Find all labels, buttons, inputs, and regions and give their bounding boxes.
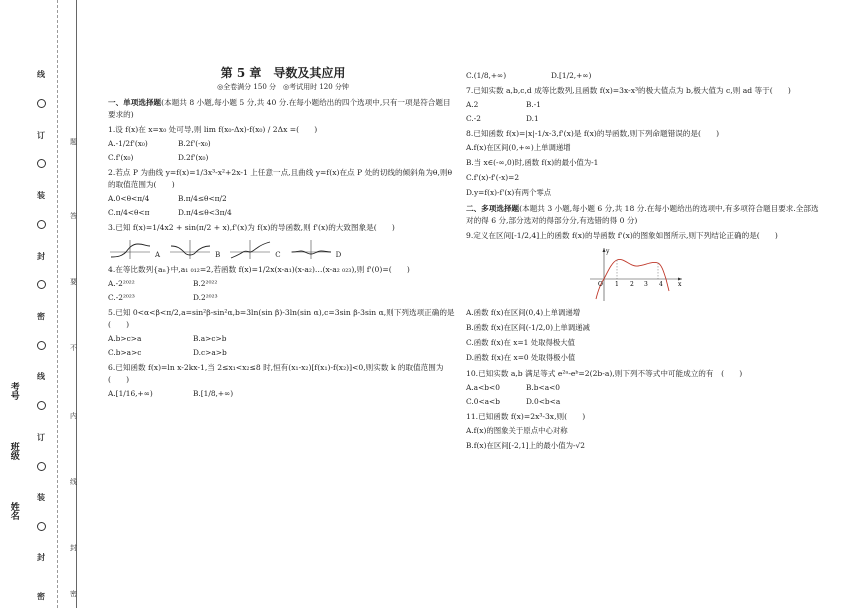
q9-figure bbox=[466, 245, 826, 306]
q11-option-b[interactable]: B.f(x)在区间[-2,1]上的最小值为-√2 bbox=[466, 441, 585, 451]
q3-option-d[interactable] bbox=[289, 238, 342, 260]
q6-option-a[interactable]: A.[1/16,+∞) bbox=[108, 389, 153, 399]
q3-option-b[interactable] bbox=[168, 238, 220, 260]
q5-option-d[interactable]: D.c>a>b bbox=[193, 347, 227, 357]
right-column bbox=[466, 68, 826, 456]
hint-char: 要 bbox=[70, 278, 77, 286]
question-9: 9.定义在区间[-1/2,4]上的函数 f(x)的导函数 f'(x)的图象如图所示,则下列结论正确的是( ) bbox=[466, 231, 778, 241]
question-1: 1.设 f(x)在 x=x₀ 处可导,则 lim f(x₀-Δx)-f(x₀) / 2Δx =( ) bbox=[108, 125, 318, 135]
q6-options-row2 bbox=[466, 71, 826, 81]
q5-option-a[interactable]: A.b>c>a bbox=[108, 333, 142, 343]
binding-char: 封 bbox=[37, 552, 45, 562]
q5-options-row1 bbox=[108, 334, 458, 344]
binding-circle bbox=[37, 159, 46, 168]
q1-option-a[interactable]: A.-1/2f'(x₀) bbox=[108, 139, 148, 149]
q5-option-c[interactable]: C.b>a>c bbox=[108, 347, 142, 357]
section-1-desc: (本题共 8 小题,每小题 5 分,共 40 分.在每小题给出的四个选项中,只有一项是符合题目要求的) bbox=[108, 97, 451, 119]
q4-option-b[interactable]: B.2²⁰²² bbox=[193, 278, 218, 288]
q3-option-a[interactable] bbox=[108, 238, 160, 260]
q10-option-d[interactable]: D.0<b<a bbox=[526, 397, 561, 407]
q6-option-d[interactable]: D.[1/2,+∞) bbox=[551, 71, 592, 80]
binding-line bbox=[76, 0, 77, 608]
question-8: 8.已知函数 f(x)=|x|-1/x-3,f'(x)是 f(x)的导函数,则下列命题错误的是( ) bbox=[466, 129, 720, 139]
q8-option-b[interactable]: B.当 x∈(-∞,0)时,函数 f(x)的最小值为-1 bbox=[466, 158, 599, 168]
q10-options-row2 bbox=[466, 397, 826, 407]
fold-line bbox=[57, 0, 58, 608]
section-1-header bbox=[108, 97, 458, 121]
q9-label-1: 1 bbox=[615, 280, 619, 288]
binding-circle bbox=[37, 462, 46, 471]
hint-char: 答 bbox=[70, 212, 77, 220]
q3-graph-c bbox=[228, 238, 272, 260]
binding-char: 线 bbox=[37, 371, 45, 381]
question-6: 6.已知函数 f(x)=ln x-2kx-1,当 2≤x₁<x₂≤8 时,恒有(x₁-x₂)[f(x₁)-f(x₂)]<0,则实数 k 的取值范围为( ) bbox=[108, 362, 444, 385]
q9-option-d[interactable]: D.函数 f(x)在 x=0 处取得极小值 bbox=[466, 353, 576, 363]
class-field[interactable]: 班级 bbox=[8, 442, 19, 460]
hint-char: 封 bbox=[70, 544, 77, 552]
question-5: 5.已知 0<α<β<π/2,a=sin²β-sin²α,b=3ln(sin β)-3ln(sin α),c=3sin β-3sin α,则下列选项正确的是( ) bbox=[108, 307, 455, 329]
q1-option-c[interactable]: C.f'(x₀) bbox=[108, 153, 134, 163]
q1-option-b[interactable]: B.2f'(-x₀) bbox=[178, 139, 211, 149]
q9-option-a[interactable]: A.函数 f(x)在区间(0,4)上单调递增 bbox=[466, 308, 581, 318]
hint-char: 题 bbox=[70, 138, 77, 146]
q8-option-c[interactable]: C.f'(x)-f'(-x)=2 bbox=[466, 173, 520, 183]
binding-circle bbox=[37, 280, 46, 289]
binding-circle bbox=[37, 99, 46, 108]
exam-meta: ◎全卷满分 150 分 ◎考试用时 120 分钟 bbox=[217, 83, 349, 92]
q2-option-d[interactable]: D.π/4≤θ<3π/4 bbox=[178, 208, 232, 218]
q2-option-b[interactable]: B.π/4≤θ<π/2 bbox=[178, 194, 227, 204]
q3-graph-d bbox=[289, 238, 333, 260]
binding-margin bbox=[0, 0, 98, 608]
q2-option-a[interactable]: A.0<θ<π/4 bbox=[108, 194, 150, 204]
q3-graph-b bbox=[168, 238, 212, 260]
q1-option-d[interactable]: D.2f'(x₀) bbox=[178, 153, 209, 163]
q4-options-row2 bbox=[108, 293, 458, 303]
q2-options-row1 bbox=[108, 194, 458, 204]
hint-char: 密 bbox=[70, 590, 77, 598]
q8-option-a[interactable]: A.f(x)在区间(0,+∞)上单调递增 bbox=[466, 143, 571, 153]
q7-option-a[interactable]: A.2 bbox=[466, 100, 479, 110]
hint-char: 内 bbox=[70, 412, 77, 420]
q7-option-d[interactable]: D.1 bbox=[526, 114, 539, 124]
section-2-desc: (本题共 3 小题,每小题 6 分,共 18 分.在每小题给出的选项中,有多项符合题目要求.全部选对的得 6 分,部分选对的得部分分,有选错的得 0 分) bbox=[466, 204, 819, 226]
q4-option-d[interactable]: D.2²⁰²³ bbox=[193, 292, 218, 302]
binding-circle bbox=[37, 341, 46, 350]
q9-option-b[interactable]: B.函数 f(x)在区间(-1/2,0)上单调递减 bbox=[466, 323, 590, 333]
q11-option-a[interactable]: A.f(x)的图象关于原点中心对称 bbox=[466, 426, 568, 436]
q3-graph-a bbox=[108, 238, 152, 260]
q3-label-d: D bbox=[335, 251, 342, 260]
q7-options-row2 bbox=[466, 114, 826, 124]
binding-char: 装 bbox=[37, 190, 45, 200]
question-3: 3.已知 f(x)=1/4x2 + sin(π/2 + x),f'(x)为 f(x)的导函数,则 f'(x)的大致图象是( ) bbox=[108, 223, 395, 233]
q6-option-b[interactable]: B.[1/8,+∞) bbox=[193, 389, 234, 399]
question-7: 7.已知实数 a,b,c,d 成等比数列,且函数 f(x)=3x-x³的极大值点为 b,极大值为 c,则 ad 等于( ) bbox=[466, 85, 791, 95]
name-field[interactable]: 姓名 bbox=[8, 502, 19, 520]
q9-label-origin: O bbox=[598, 280, 603, 288]
question-2: 2.若点 P 为曲线 y=f(x)=1/3x³-x²+2x-1 上任意一点,且曲线 y=f(x)在点 P 处的切线的倾斜角为θ,则θ的取值范围为( ) bbox=[108, 168, 453, 190]
hint-char: 线 bbox=[70, 478, 77, 486]
q6-options-row1 bbox=[108, 389, 458, 399]
binding-circle bbox=[37, 220, 46, 229]
binding-char: 订 bbox=[37, 130, 45, 140]
section-2-header bbox=[466, 203, 826, 227]
q9-label-2: 2 bbox=[630, 280, 634, 288]
question-11: 11.已知函数 f(x)=2x³-3x,则( ) bbox=[466, 412, 586, 422]
student-id-field[interactable]: 考号 bbox=[8, 382, 19, 400]
q9-derivative-graph bbox=[586, 245, 686, 303]
binding-char: 封 bbox=[37, 251, 45, 261]
q1-options-row2 bbox=[108, 153, 458, 163]
binding-circle bbox=[37, 401, 46, 410]
q1-options-row1 bbox=[108, 139, 458, 149]
q2-options-row2 bbox=[108, 208, 458, 218]
q10-option-a[interactable]: A.a<b<0 bbox=[466, 383, 500, 393]
page-title: 第 5 章 导数及其应用 bbox=[220, 66, 346, 80]
q7-options-row1 bbox=[466, 100, 826, 110]
q4-options-row1 bbox=[108, 279, 458, 289]
q4-option-c[interactable]: C.-2²⁰²³ bbox=[108, 292, 135, 302]
binding-char: 线 bbox=[37, 69, 45, 79]
q7-option-c[interactable]: C.-2 bbox=[466, 114, 481, 124]
q9-label-x: x bbox=[678, 280, 682, 288]
q6-option-c[interactable]: C.(1/8,+∞) bbox=[466, 71, 507, 80]
q3-graph-options bbox=[108, 238, 458, 260]
q9-label-3: 3 bbox=[644, 280, 648, 288]
question-4: 4.在等比数列{aₙ}中,a₁ ₀₁₂=2,若函数 f(x)=1/2x(x-a₁)(x-a₂)…(x-a₂ ₀₂₃),则 f'(0)=( ) bbox=[108, 264, 410, 274]
binding-char: 订 bbox=[37, 432, 45, 442]
q4-option-a[interactable]: A.-2²⁰²² bbox=[108, 278, 135, 288]
hint-char: 不 bbox=[70, 344, 77, 352]
binding-char: 装 bbox=[37, 492, 45, 502]
q9-label-y: y bbox=[606, 247, 610, 255]
q10-option-c[interactable]: C.0<a<b bbox=[466, 397, 500, 407]
q7-option-b[interactable]: B.-1 bbox=[526, 100, 541, 110]
left-column bbox=[108, 66, 458, 403]
q3-label-c: C bbox=[275, 251, 281, 260]
q8-option-d[interactable]: D.y=f(x)-f'(x)有两个零点 bbox=[466, 188, 552, 198]
q9-option-c[interactable]: C.函数 f(x)在 x=1 处取得极大值 bbox=[466, 338, 576, 348]
q3-label-b: B bbox=[215, 251, 221, 260]
q3-label-a: A bbox=[155, 251, 161, 260]
binding-char: 密 bbox=[37, 311, 45, 321]
q2-option-c[interactable]: C.π/4<θ<π bbox=[108, 208, 150, 218]
question-10: 10.已知实数 a,b 满足等式 e²ᵃ-eᵇ=2(2b-a),则下列不等式中可能成立的有 ( ) bbox=[466, 369, 743, 379]
q5-option-b[interactable]: B.a>c>b bbox=[193, 333, 227, 343]
q3-option-c[interactable] bbox=[228, 238, 280, 260]
section-1-heading: 一、单项选择题 bbox=[108, 97, 162, 107]
binding-char: 密 bbox=[37, 591, 45, 601]
q9-label-4: 4 bbox=[659, 280, 663, 288]
binding-circle bbox=[37, 522, 46, 531]
q10-options-row1 bbox=[466, 383, 826, 393]
q10-option-b[interactable]: B.b<a<0 bbox=[526, 383, 561, 393]
section-2-heading: 二、多项选择题 bbox=[466, 204, 520, 214]
q5-options-row2 bbox=[108, 348, 458, 358]
